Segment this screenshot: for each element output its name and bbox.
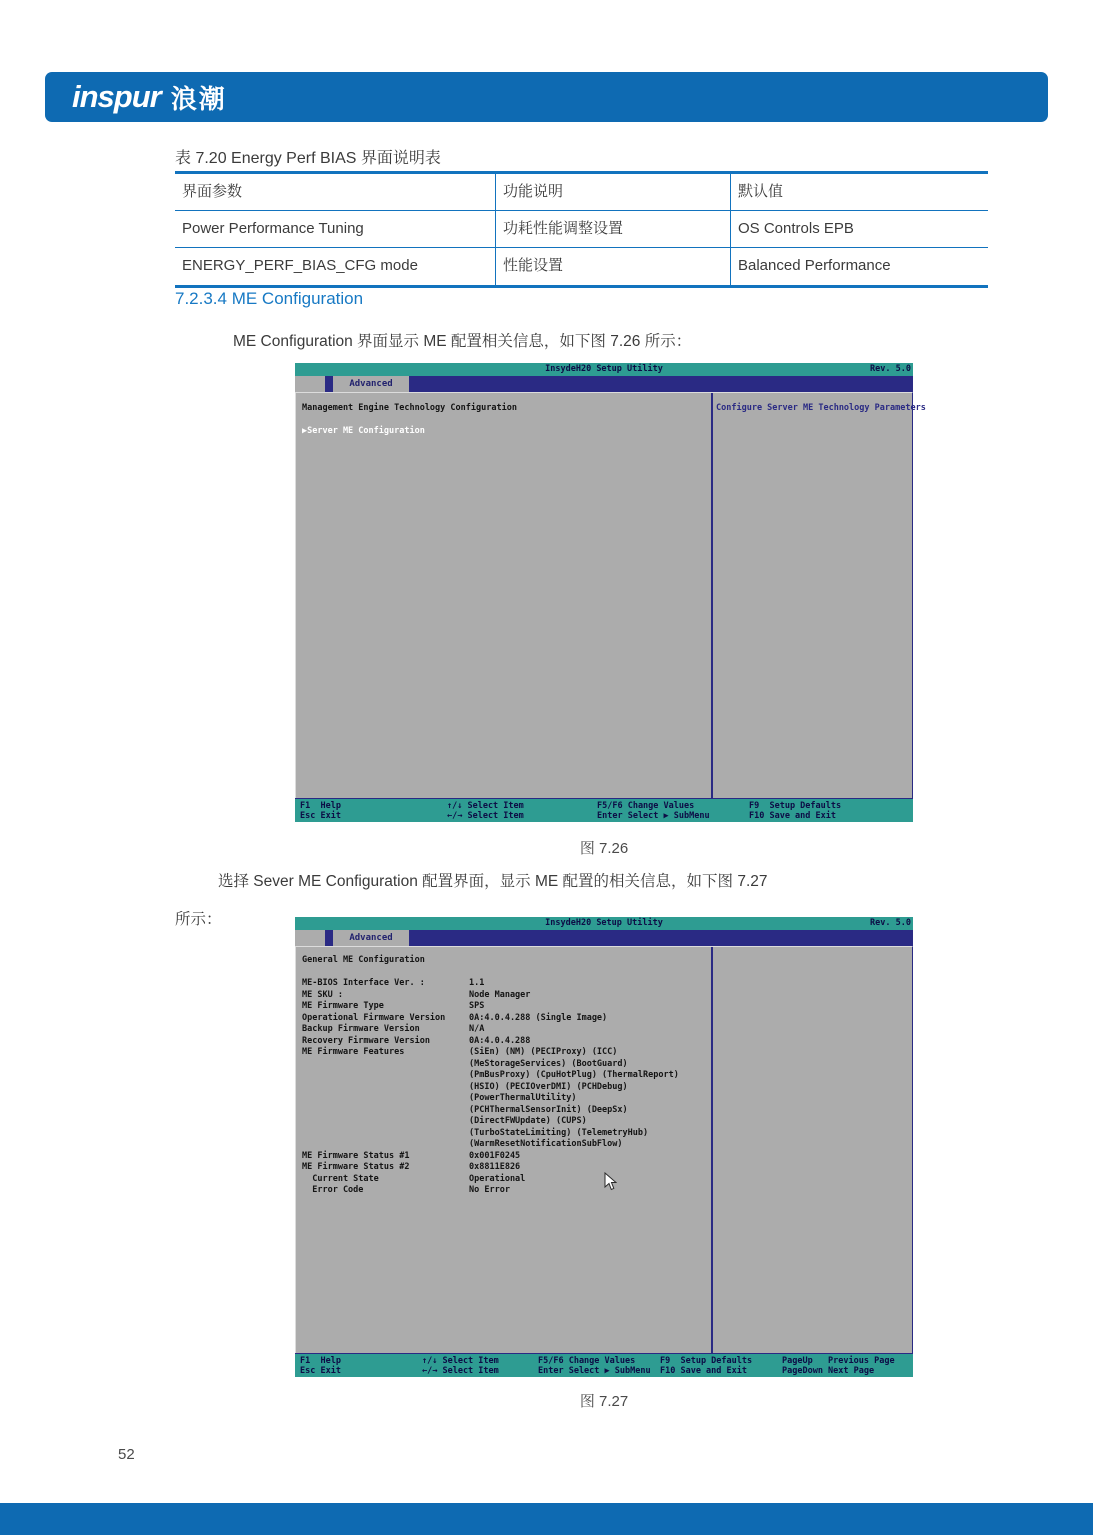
bios-screenshot-figure-7-27	[295, 917, 913, 1379]
config-label	[302, 1139, 469, 1151]
config-value: 0x8811E826	[469, 1162, 521, 1172]
mouse-cursor-icon	[604, 1172, 617, 1191]
section-heading: 7.2.3.4 ME Configuration	[175, 289, 364, 308]
table-caption: 表 7.20 Energy Perf BIAS 界面说明表	[175, 150, 441, 167]
config-label	[302, 1093, 469, 1105]
table-cell: Balanced Performance	[730, 248, 988, 285]
bios-screenshot-figure-7-26	[295, 363, 926, 822]
config-label: Recovery Firmware Version	[302, 1035, 430, 1046]
bios-menu-left-block	[295, 930, 325, 946]
page-number: 52	[118, 1446, 135, 1463]
config-label: Backup Firmware Version	[302, 1024, 420, 1034]
key-hint: PageDown Next Page	[782, 1366, 875, 1376]
table-cell: ENERGY_PERF_BIAS_CFG mode	[182, 257, 418, 274]
config-value: 0A:4.0.4.288 (Single Image)	[469, 1012, 608, 1023]
key-hint: F5/F6 Change Values	[597, 801, 695, 811]
config-value: (HSIO) (PECIOverDMI) (PCHDebug)	[469, 1081, 628, 1092]
figure-caption: 图 7.26	[579, 840, 629, 857]
key-hint: F9 Setup Defaults	[660, 1356, 753, 1366]
inspur-logo: inspur	[72, 79, 161, 114]
key-hint: ↑/↓ Select Item	[447, 801, 524, 811]
config-label	[302, 1059, 469, 1071]
energy-perf-bias-table	[175, 171, 988, 288]
bios-title-bar	[295, 917, 913, 930]
table-cell: 功耗性能调整设置	[495, 211, 730, 247]
key-hint: ←/→ Select Item	[422, 1366, 499, 1376]
table-header-cell: 界面参数	[182, 183, 243, 200]
bios-selected-item: ▶Server ME Configuration	[302, 426, 425, 436]
bios-key-help-bar	[295, 799, 913, 822]
key-hint: F10 Save and Exit	[660, 1366, 747, 1376]
config-label: Error Code	[302, 1185, 364, 1195]
config-value: 1.1	[469, 978, 485, 988]
config-label	[302, 1082, 469, 1094]
config-value: (PCHThermalSensorInit) (DeepSx)	[469, 1104, 628, 1115]
key-hint: F5/F6 Change Values	[538, 1356, 636, 1366]
table-header-row	[175, 174, 988, 211]
config-value: Node Manager	[469, 989, 531, 1000]
config-value: (TurboStateLimiting) (TelemetryHub)	[469, 1127, 649, 1138]
config-label	[302, 1116, 469, 1128]
header-brand-bar	[45, 72, 1048, 122]
bios-revision: Rev. 5.0	[870, 364, 911, 374]
config-label: ME Firmware Status #1	[302, 1150, 410, 1161]
bios-key-help-row	[295, 811, 913, 822]
bios-revision: Rev. 5.0	[870, 918, 911, 928]
key-hint: Esc Exit	[300, 811, 341, 821]
config-value: (PmBusProxy) (CpuHotPlug) (ThermalReport)	[469, 1070, 679, 1080]
key-hint: Enter Select ▶ SubMenu	[597, 811, 710, 821]
bios-key-help-row	[295, 1366, 913, 1377]
paragraph: ME Configuration 界面显示 ME 配置相关信息，如下图 7.26 所示：	[233, 333, 692, 350]
config-label	[302, 1070, 469, 1082]
config-label: ME SKU :	[302, 989, 343, 1000]
config-label: General ME Configuration	[302, 955, 425, 965]
bios-title-bar	[295, 363, 913, 376]
config-label: ME Firmware Features	[302, 1047, 405, 1057]
config-label	[302, 1128, 469, 1140]
table-header-cell: 默认值	[730, 174, 988, 210]
paragraph: 选择 Sever ME Configuration 配置界面，显示 ME 配置的相关信息，如下图 7.27	[218, 873, 768, 890]
config-label: Current State	[302, 1173, 379, 1184]
inspur-logo-chinese: 浪潮	[170, 83, 227, 114]
table-cell: Power Performance Tuning	[182, 220, 364, 237]
key-hint: F9 Setup Defaults	[749, 801, 842, 811]
config-value: Operational	[469, 1173, 526, 1184]
bios-main-area	[295, 392, 926, 798]
config-value: No Error	[469, 1185, 510, 1195]
config-label	[302, 967, 469, 979]
config-value: 0A:4.0.4.288	[469, 1035, 531, 1046]
key-hint: F1 Help	[300, 1356, 341, 1366]
config-value: (SiEn) (NM) (PECIProxy) (ICC)	[469, 1047, 618, 1057]
bios-title: InsydeH20 Setup Utility	[545, 918, 663, 928]
key-hint: ←/→ Select Item	[447, 811, 524, 821]
config-value: N/A	[469, 1024, 485, 1034]
me-configuration-list	[302, 955, 707, 1197]
config-value: (MeStorageServices) (BootGuard)	[469, 1058, 628, 1069]
bios-title: InsydeH20 Setup Utility	[545, 364, 663, 374]
config-value: SPS	[469, 1001, 485, 1011]
paragraph: 所示：	[175, 911, 222, 928]
table-row	[175, 248, 988, 285]
key-hint: ↑/↓ Select Item	[422, 1356, 499, 1366]
key-hint: F1 Help	[300, 801, 341, 811]
config-label	[302, 1105, 469, 1117]
figure-caption: 图 7.27	[579, 1393, 629, 1410]
bios-main-area	[295, 946, 913, 1353]
table-row	[175, 211, 988, 248]
key-hint: Enter Select ▶ SubMenu	[538, 1366, 651, 1376]
config-label: ME Firmware Status #2	[302, 1162, 410, 1172]
key-hint: F10 Save and Exit	[749, 811, 836, 821]
config-value: 0x001F0245	[469, 1150, 521, 1161]
config-value: (WarmResetNotificationSubFlow)	[469, 1139, 623, 1149]
bios-pane-divider	[711, 947, 713, 1353]
bios-menu-left-block	[295, 376, 325, 392]
bios-pane-divider	[711, 393, 713, 798]
table-cell: 性能设置	[495, 248, 730, 285]
table-header-cell: 功能说明	[495, 174, 730, 210]
bios-menu-bar	[295, 376, 913, 392]
bios-menu-title: Management Engine Technology Configuration	[302, 403, 517, 413]
config-label: ME Firmware Type	[302, 1001, 384, 1011]
config-label: ME-BIOS Interface Ver. :	[302, 978, 425, 988]
table-cell: OS Controls EPB	[730, 211, 988, 247]
bios-help-text: Configure Server ME Technology Parameters	[716, 403, 926, 413]
config-value: (PowerThermalUtility)	[469, 1093, 577, 1103]
footer-bar	[0, 1503, 1093, 1535]
bios-key-help-bar	[295, 1354, 913, 1377]
tab-advanced: Advanced	[333, 376, 409, 392]
config-value: (DirectFWUpdate) (CUPS)	[469, 1116, 587, 1126]
bios-menu-bar	[295, 930, 913, 946]
config-label: Operational Firmware Version	[302, 1012, 446, 1023]
tab-advanced: Advanced	[333, 930, 409, 946]
key-hint: PageUp Previous Page	[782, 1356, 895, 1366]
key-hint: Esc Exit	[300, 1366, 341, 1376]
